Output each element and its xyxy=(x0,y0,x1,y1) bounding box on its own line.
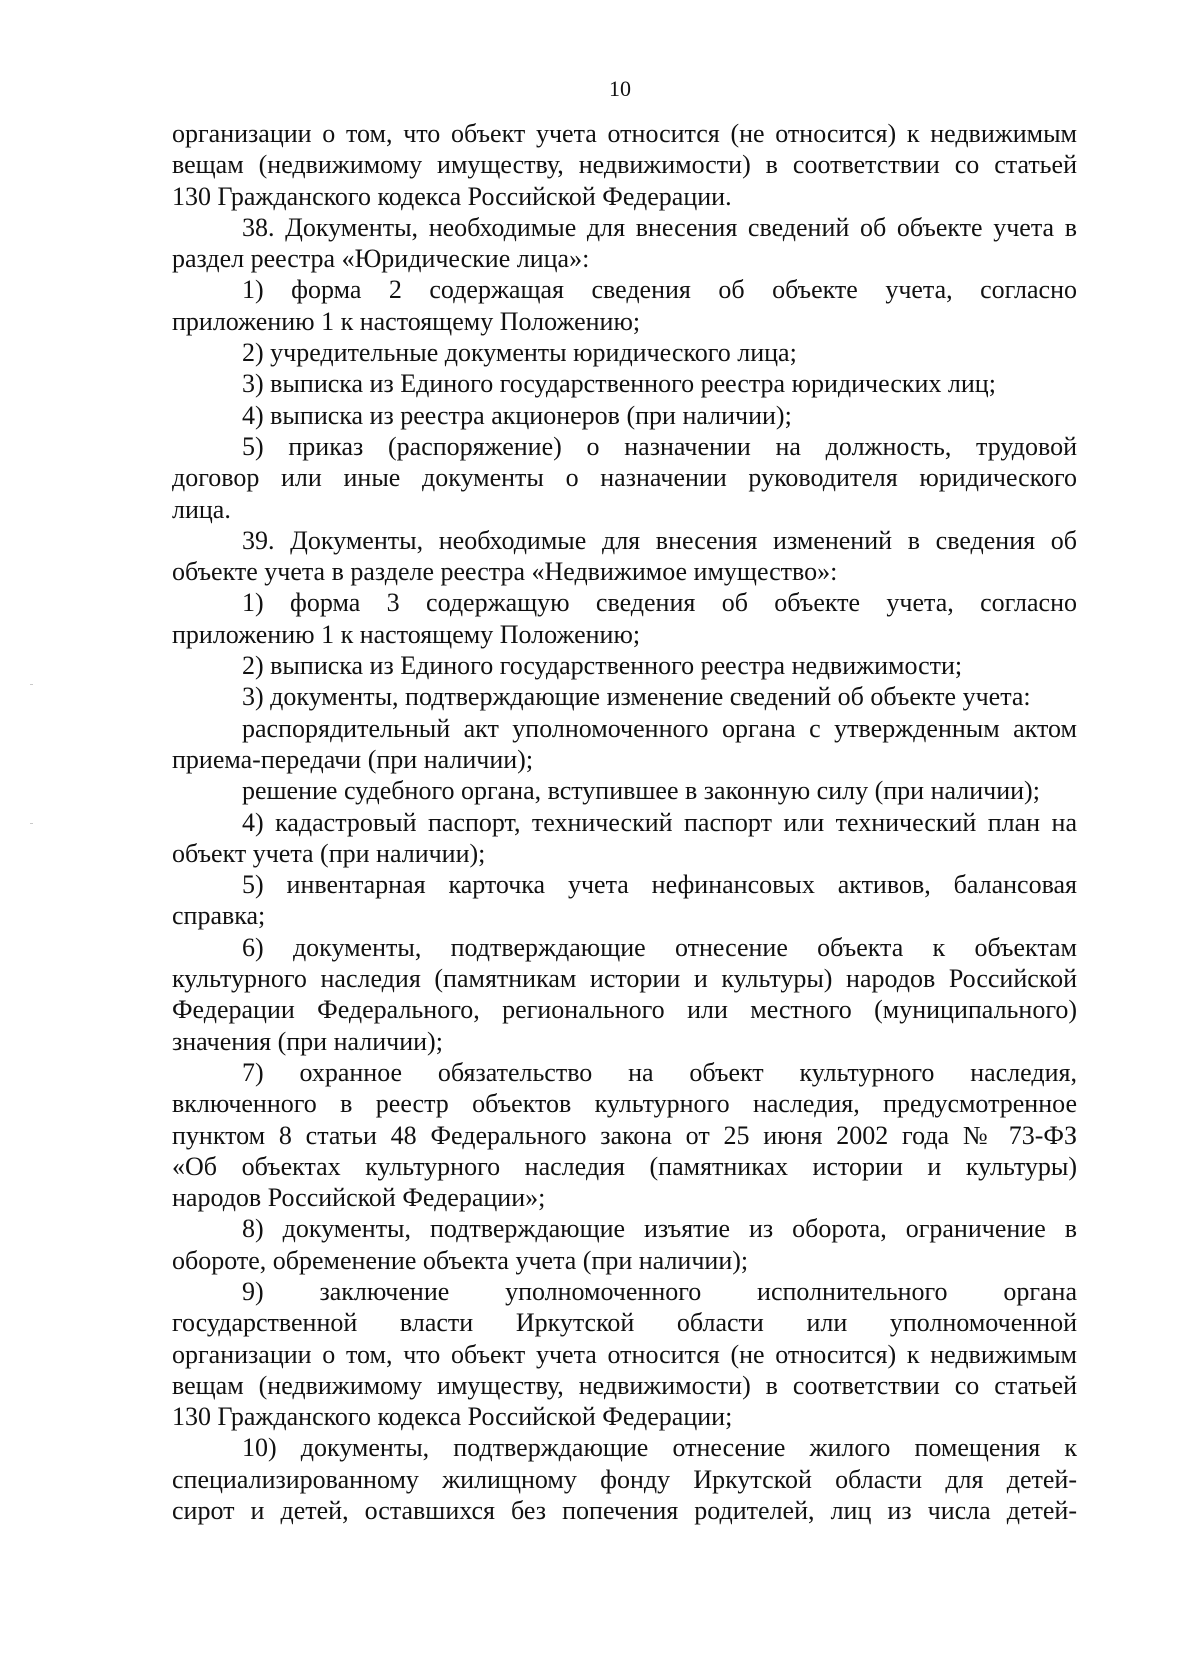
text-line: 38. Документы, необходимые для внесения сведений об объекте учета в xyxy=(242,212,1077,242)
document-body xyxy=(172,118,1077,1526)
text-line: распорядительный акт уполномоченного органа с утвержденным актом xyxy=(242,713,1077,743)
text-line: лица. xyxy=(172,494,231,524)
text-line: 39. Документы, необходимые для внесения изменений в сведения об xyxy=(242,525,1077,555)
text-line: 130 Гражданского кодекса Российской Федерации. xyxy=(172,181,732,211)
text-line: 3) документы, подтверждающие изменение сведений об объекте учета: xyxy=(242,682,1031,712)
text-line: Федерации Федерального, регионального или местного (муниципального) xyxy=(172,995,1077,1025)
text-line: 1) форма 3 содержащую сведения об объекте учета, согласно xyxy=(242,588,1077,618)
text-line: народов Российской Федерации»; xyxy=(172,1183,546,1213)
text-line: 3) выписка из Единого государственного реестра юридических лиц; xyxy=(242,369,996,399)
text-line: 7) охранное обязательство на объект культурного наследия, xyxy=(242,1057,1077,1087)
text-line: договор или иные документы о назначении руководителя юридического xyxy=(172,463,1077,493)
text-line: значения (при наличии); xyxy=(172,1026,443,1056)
text-line: вещам (недвижимому имуществу, недвижимости) в соответствии со статьей xyxy=(172,150,1077,180)
text-line: вещам (недвижимому имуществу, недвижимости) в соответствии со статьей xyxy=(172,1370,1077,1400)
text-line: 2) выписка из Единого государственного реестра недвижимости; xyxy=(242,651,963,681)
page-number: 10 xyxy=(609,76,631,101)
text-line: объекте учета в разделе реестра «Недвижимое имущество»: xyxy=(172,557,838,587)
text-line: приема-передачи (при наличии); xyxy=(172,744,534,774)
text-line: объект учета (при наличии); xyxy=(172,838,486,868)
text-line: 2) учредительные документы юридического лица; xyxy=(242,338,797,368)
text-line: 5) инвентарная карточка учета нефинансовых активов, балансовая xyxy=(242,870,1077,900)
text-line: приложению 1 к настоящему Положению; xyxy=(172,619,641,649)
text-line: государственной власти Иркутской области или уполномоченной xyxy=(172,1308,1077,1338)
text-line: 130 Гражданского кодекса Российской Федерации; xyxy=(172,1402,733,1432)
text-line: культурного наследия (памятникам истории и культуры) народов Российской xyxy=(172,964,1077,994)
text-line: «Об объектах культурного наследия (памятниках истории и культуры) xyxy=(172,1151,1077,1181)
text-line: 9) заключение уполномоченного исполнительного органа xyxy=(242,1276,1077,1306)
text-line: раздел реестра «Юридические лица»: xyxy=(172,244,590,274)
text-line: 1) форма 2 содержащая сведения об объекте учета, согласно xyxy=(242,275,1077,305)
text-line: 6) документы, подтверждающие отнесение объекта к объектам xyxy=(242,932,1077,962)
text-line: 4) кадастровый паспорт, технический паспорт или технический план на xyxy=(242,807,1077,837)
text-line: справка; xyxy=(172,901,266,931)
text-line: организации о том, что объект учета относится (не относится) к недвижимым xyxy=(172,119,1077,148)
text-line: обороте, обременение объекта учета (при наличии); xyxy=(172,1245,749,1275)
text-line: 4) выписка из реестра акционеров (при наличии); xyxy=(242,400,792,430)
text-line: приложению 1 к настоящему Положению; xyxy=(172,306,641,336)
scan-artifact xyxy=(30,684,33,685)
text-line: решение судебного органа, вступившее в законную силу (при наличии); xyxy=(242,776,1040,806)
text-line: 10) документы, подтверждающие отнесение жилого помещения к xyxy=(242,1433,1077,1463)
text-line: организации о том, что объект учета относится (не относится) к недвижимым xyxy=(172,1339,1077,1369)
text-line: пунктом 8 статьи 48 Федерального закона от 25 июня 2002 года № 73-ФЗ xyxy=(172,1120,1077,1150)
text-line: сирот и детей, оставшихся без попечения родителей, лиц из числа детей- xyxy=(172,1496,1077,1526)
text-line: 8) документы, подтверждающие изъятие из оборота, ограничение в xyxy=(242,1214,1077,1244)
text-line: включенного в реестр объектов культурного наследия, предусмотренное xyxy=(172,1089,1077,1119)
text-line: 5) приказ (распоряжение) о назначении на должность, трудовой xyxy=(242,431,1077,461)
scan-artifact xyxy=(30,823,33,824)
text-line: специализированному жилищному фонду Иркутской области для детей- xyxy=(172,1464,1077,1494)
